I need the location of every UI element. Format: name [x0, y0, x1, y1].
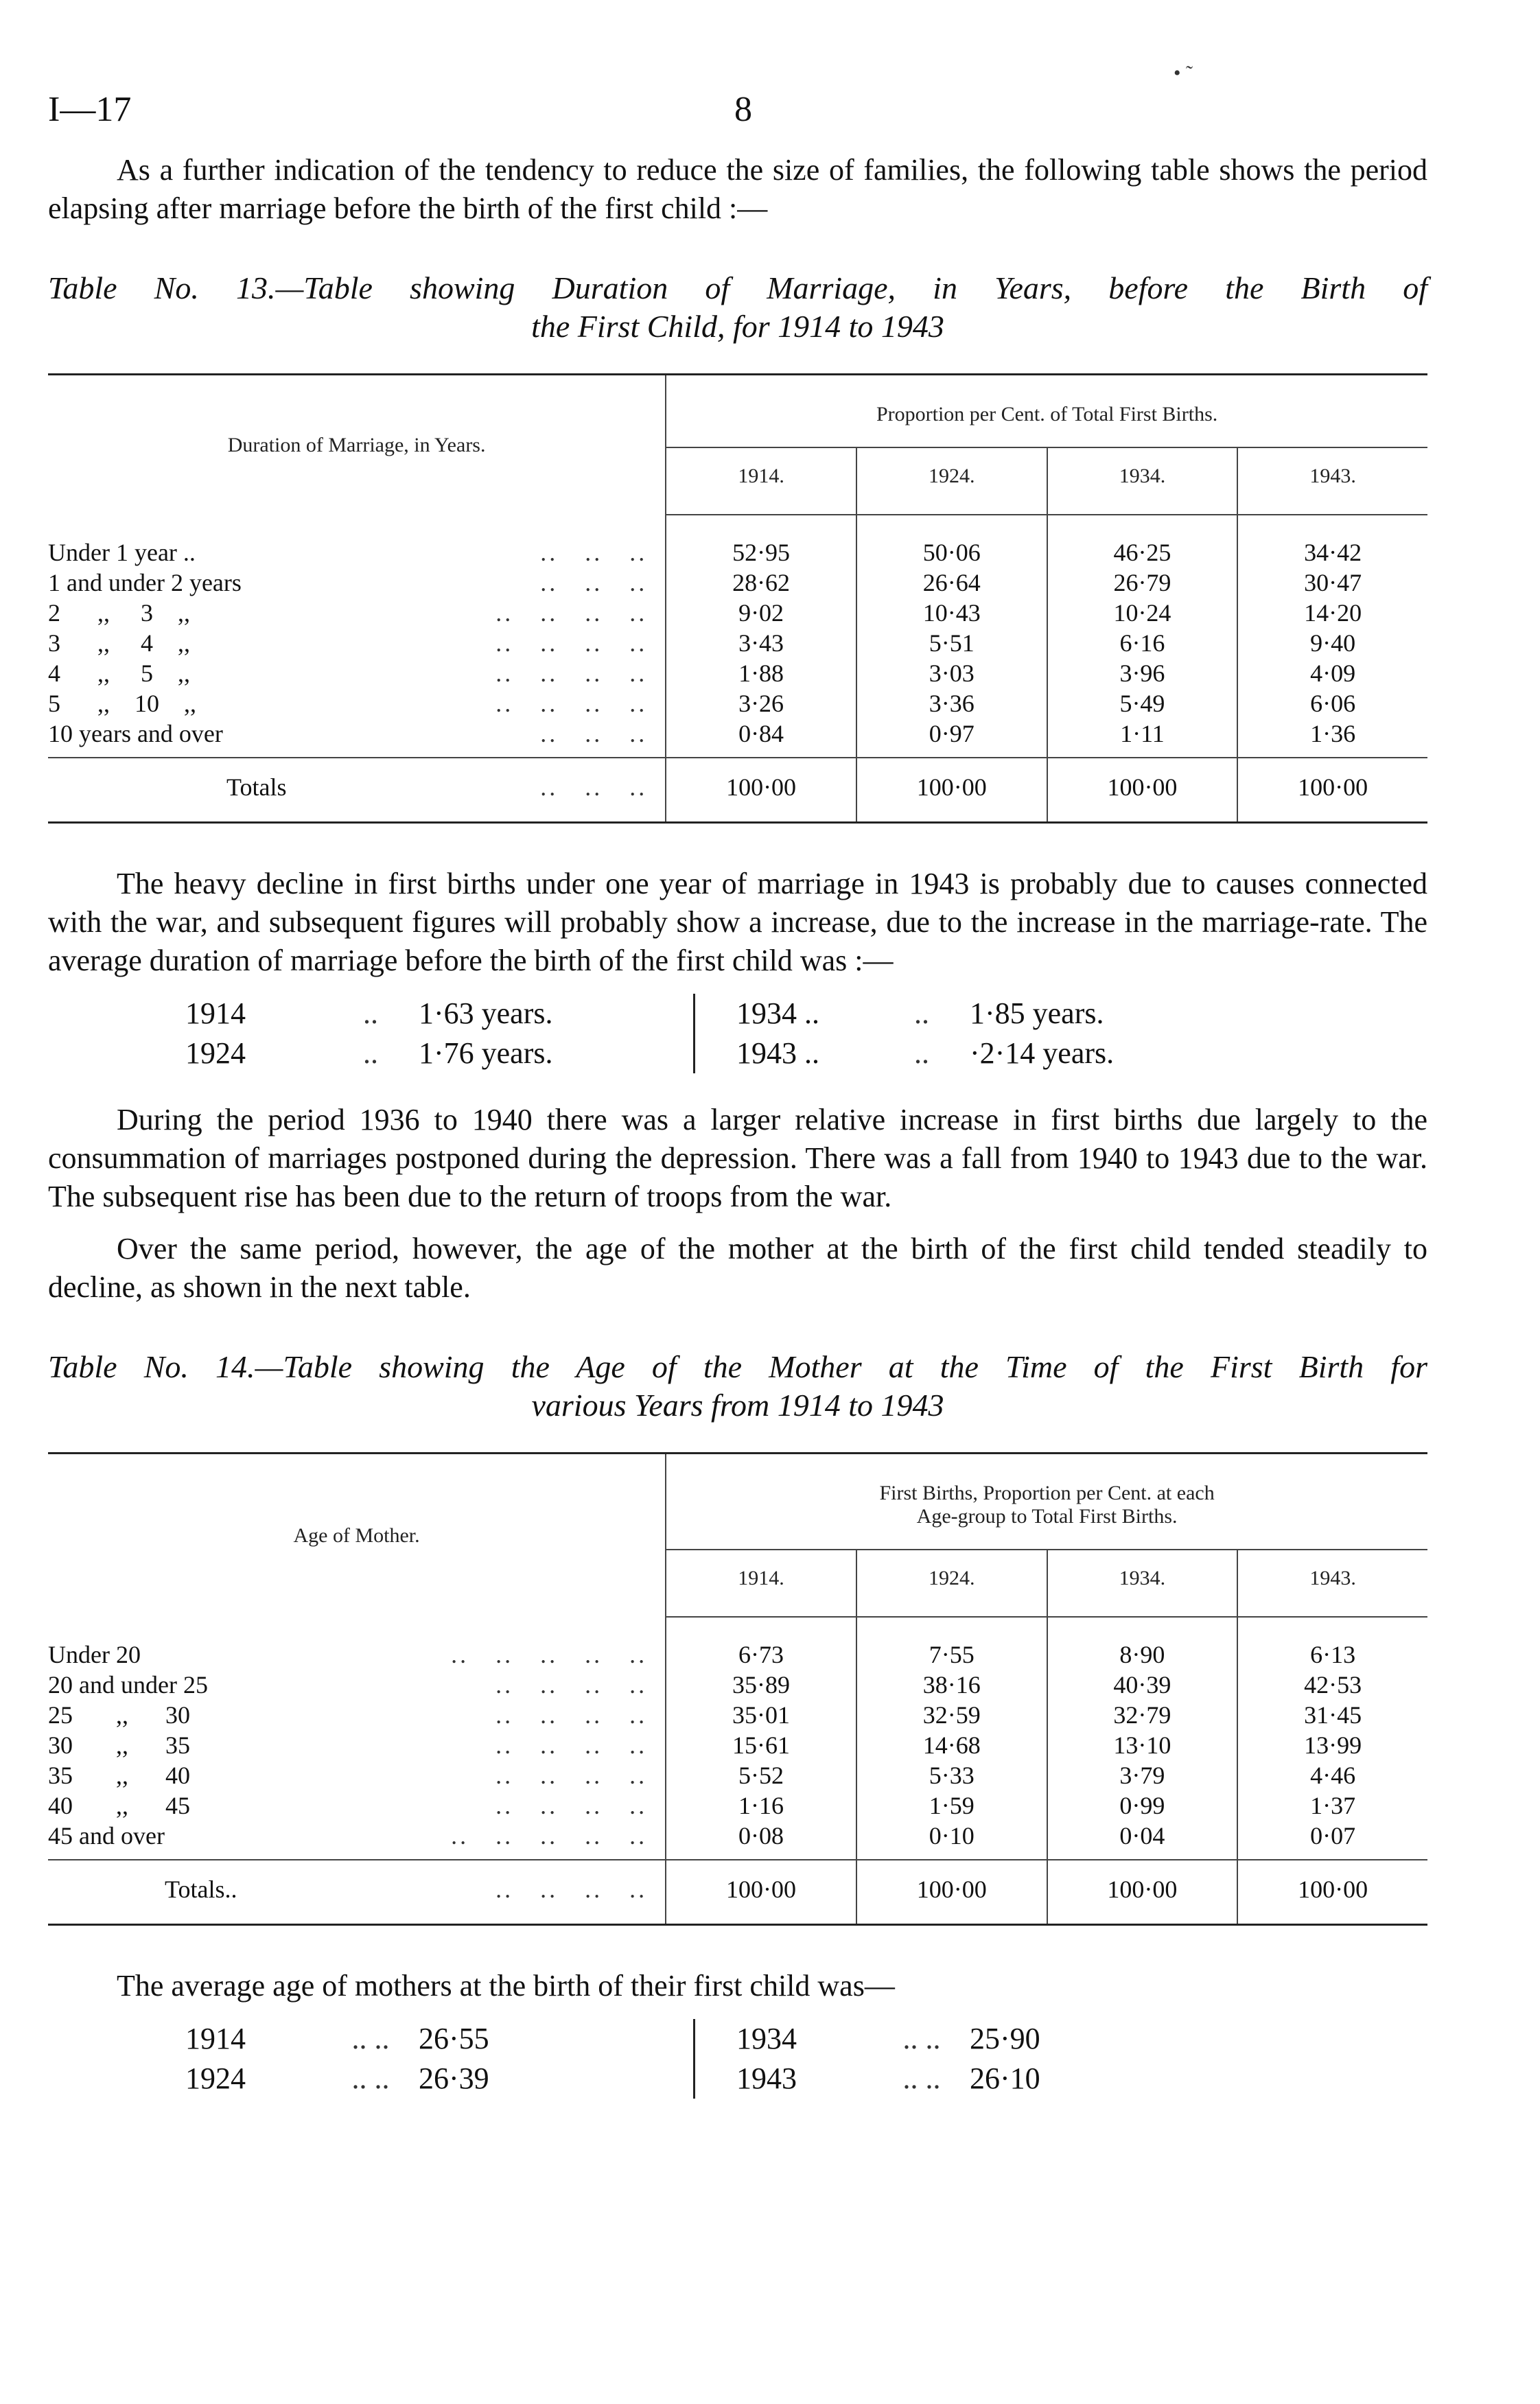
table-row: 3 ,, 4 ,, .. .. .. .. 3·43 5·51 6·16 9·40 [48, 628, 1427, 658]
table-cell: 13·99 [1304, 1731, 1362, 1759]
table14-span-header: First Births, Proportion per Cent. at each Age-group to Total First Births. [666, 1454, 1427, 1550]
table-cell: 3·36 [856, 688, 1047, 719]
table-cell: 0·99 [1047, 1790, 1238, 1821]
table-row: 40 ,, 45 .. .. .. .. 1·16 1·59 0·99 1·37 [48, 1790, 1427, 1821]
row-label: Under 20 [48, 1640, 141, 1668]
table-cell: 7·55 [856, 1617, 1047, 1670]
table-cell: 32·59 [856, 1700, 1047, 1730]
table14-year-header: 1924. [856, 1550, 1047, 1617]
table-cell: 1·37 [1310, 1792, 1356, 1819]
table-cell: 1·59 [856, 1790, 1047, 1821]
table-row: 20 and under 25 .. .. .. .. 35·89 38·16 40·39 42·53 [48, 1670, 1427, 1700]
table-cell: 0·84 [666, 719, 856, 758]
table13-caption-line1: Table No. 13.—Table showing Duration of Marriage, in Years, before the Birth of [48, 270, 1427, 305]
table13-year-header: 1914. [666, 447, 856, 515]
average-item: 1943 .. .. 26·10 [736, 2062, 1040, 2095]
table-cell: 26·79 [1047, 568, 1238, 598]
totals-label: Totals [226, 773, 287, 801]
table-cell: 28·62 [666, 568, 856, 598]
row-label: 5 ,, 10 ,, [48, 690, 196, 717]
totals-row: Totals.. .. .. .. .. 100·00 100·00 100·00 100·00 [48, 1860, 1427, 1925]
table-cell: 6·06 [1310, 690, 1356, 717]
table-cell: 0·08 [666, 1821, 856, 1860]
table-cell: 3·96 [1047, 658, 1238, 688]
table-cell: 10·24 [1047, 598, 1238, 628]
table-cell: 1·36 [1310, 720, 1356, 747]
table-row: 25 ,, 30 .. .. .. .. 35·01 32·59 32·79 31·45 [48, 1700, 1427, 1730]
average-item: 1934 .. .. 1·85 years. [736, 996, 1104, 1030]
totals-row: Totals .. .. .. 100·00 100·00 100·00 100·00 [48, 758, 1427, 823]
row-label: 25 ,, 30 [48, 1701, 190, 1729]
table-cell: 1·88 [666, 658, 856, 688]
table-cell: 3·03 [856, 658, 1047, 688]
table14-caption [48, 1348, 1427, 1425]
table-cell: 5·49 [1047, 688, 1238, 719]
table14-year-header: 1943. [1237, 1550, 1427, 1617]
paragraph-war-decline: The heavy decline in first births under one year of marriage in 1943 is probably due to causes connected with the war, and subsequent figures will probably show a increase, due to the increase in the marriage-rate. The average duration of marriage before the birth of the first child was :— [48, 867, 1427, 977]
total-cell: 100·00 [1237, 1860, 1427, 1925]
page-header [48, 62, 1427, 151]
table-row: 4 ,, 5 ,, .. .. .. .. 1·88 3·03 3·96 4·09 [48, 658, 1427, 688]
table-cell: 0·04 [1047, 1821, 1238, 1860]
table-row: 2 ,, 3 ,, .. .. .. .. 9·02 10·43 10·24 14·20 [48, 598, 1427, 628]
total-cell: 100·00 [1237, 758, 1427, 823]
table-cell: 4·46 [1310, 1762, 1356, 1789]
table13-caption-line2: the First Child, for 1914 to 1943 [531, 309, 944, 344]
table-cell: 35·89 [666, 1670, 856, 1700]
table-cell: 6·73 [666, 1617, 856, 1670]
paragraph-depression: During the period 1936 to 1940 there was a larger relative increase in first births due largely to the consummation of marriages postponed during the depression. There was a fall from 1940 to 1943 due to the war. The subsequent rise has been due to the return of troops from the war. [48, 1103, 1427, 1213]
column-divider [693, 2019, 695, 2099]
table-row: 45 and over .. .. .. .. .. 0·08 0·10 0·04 0·07 [48, 1821, 1427, 1860]
table-cell: 3·79 [1047, 1760, 1238, 1790]
document-reference: I—17 [48, 90, 132, 129]
table-cell: 10·43 [856, 598, 1047, 628]
table-cell: 50·06 [856, 515, 1047, 568]
table13-year-header: 1924. [856, 447, 1047, 515]
table13-caption [48, 269, 1427, 346]
page-number: 8 [734, 90, 752, 129]
table-row: Under 1 year .. .. .. .. 52·95 50·06 46·25 34·42 [48, 515, 1427, 568]
table-cell: 34·42 [1304, 539, 1362, 566]
row-label: 4 ,, 5 ,, [48, 660, 190, 687]
table-cell: 6·13 [1310, 1641, 1356, 1668]
intro-paragraph: As a further indication of the tendency to reduce the size of families, the following table shows the period elapsing after marriage before the birth of the first child :— [48, 153, 1427, 225]
average-item: 1924 .. 1·76 years. [185, 1036, 553, 1070]
table-cell: 15·61 [666, 1730, 856, 1760]
table-cell: 3·26 [666, 688, 856, 719]
row-label: Under 1 year .. [48, 538, 196, 566]
total-cell: 100·00 [856, 758, 1047, 823]
average-item: 1943 .. .. ·2·14 years. [736, 1036, 1115, 1070]
average-item: 1914 .. .. 26·55 [185, 2022, 489, 2055]
table-row: 1 and under 2 years .. .. .. 28·62 26·64 26·79 30·47 [48, 568, 1427, 598]
total-cell: 100·00 [1047, 1860, 1238, 1925]
table-cell: 5·33 [856, 1760, 1047, 1790]
table-cell: 42·53 [1304, 1671, 1362, 1699]
average-item: 1924 .. .. 26·39 [185, 2062, 489, 2095]
table-cell: 30·47 [1304, 569, 1362, 596]
table-cell: 14·20 [1304, 599, 1362, 627]
table13 [48, 373, 1427, 824]
table-cell: 46·25 [1047, 515, 1238, 568]
paragraph-age-decline: Over the same period, however, the age of the mother at the birth of the first child tended steadily to decline, as shown in the next table. [48, 1232, 1427, 1304]
table-row: 10 years and over .. .. .. 0·84 0·97 1·11 1·36 [48, 719, 1427, 758]
table-cell: 6·16 [1047, 628, 1238, 658]
table14 [48, 1452, 1427, 1926]
table-cell: 26·64 [856, 568, 1047, 598]
table-row: Under 20 .. .. .. .. .. 6·73 7·55 8·90 6·13 [48, 1617, 1427, 1670]
table14-year-header: 1934. [1047, 1550, 1238, 1617]
table13-stub-header: Duration of Marriage, in Years. [48, 375, 666, 515]
row-label: 3 ,, 4 ,, [48, 629, 190, 657]
table-row: 30 ,, 35 .. .. .. .. 15·61 14·68 13·10 13·99 [48, 1730, 1427, 1760]
table14-stub-header: Age of Mother. [48, 1454, 666, 1618]
row-label: 10 years and over [48, 720, 223, 747]
table-cell: 8·90 [1047, 1617, 1238, 1670]
table14-caption-line2: various Years from 1914 to 1943 [531, 1388, 944, 1423]
table-cell: 1·16 [666, 1790, 856, 1821]
table-row: 35 ,, 40 .. .. .. .. 5·52 5·33 3·79 4·46 [48, 1760, 1427, 1790]
total-cell: 100·00 [666, 758, 856, 823]
total-cell: 100·00 [1047, 758, 1238, 823]
table-cell: 0·07 [1310, 1822, 1356, 1849]
corner-mark: • ˜ [1174, 62, 1193, 84]
row-label: 2 ,, 3 ,, [48, 599, 190, 627]
table-row: 5 ,, 10 ,, .. .. .. .. 3·26 3·36 5·49 6·06 [48, 688, 1427, 719]
row-label: 30 ,, 35 [48, 1731, 190, 1759]
average-duration-list [48, 994, 1427, 1073]
document-page [48, 62, 1427, 2126]
table-cell: 52·95 [666, 515, 856, 568]
table-cell: 38·16 [856, 1670, 1047, 1700]
table13-year-header: 1934. [1047, 447, 1238, 515]
average-age-list [48, 2019, 1427, 2099]
table-cell: 14·68 [856, 1730, 1047, 1760]
row-label: 20 and under 25 [48, 1671, 208, 1699]
table-cell: 9·02 [666, 598, 856, 628]
table13-year-header: 1943. [1237, 447, 1427, 515]
table-cell: 40·39 [1047, 1670, 1238, 1700]
totals-label: Totals.. [165, 1876, 237, 1903]
table-cell: 9·40 [1310, 629, 1356, 657]
table-cell: 1·11 [1047, 719, 1238, 758]
table-cell: 4·09 [1310, 660, 1356, 687]
table-cell: 0·97 [856, 719, 1047, 758]
table13-span-header: Proportion per Cent. of Total First Births. [666, 375, 1427, 448]
total-cell: 100·00 [856, 1860, 1047, 1925]
table-cell: 3·43 [666, 628, 856, 658]
column-divider [693, 994, 695, 1073]
paragraph-average-age: The average age of mothers at the birth of their first child was— [117, 1969, 895, 2003]
row-label: 40 ,, 45 [48, 1792, 190, 1819]
table-cell: 32·79 [1047, 1700, 1238, 1730]
total-cell: 100·00 [666, 1860, 856, 1925]
table14-caption-line1: Table No. 14.—Table showing the Age of the Mother at the Time of the First Birth for [48, 1349, 1427, 1384]
table14-year-header: 1914. [666, 1550, 856, 1617]
table-cell: 0·10 [856, 1821, 1047, 1860]
table-cell: 5·52 [666, 1760, 856, 1790]
table-cell: 13·10 [1047, 1730, 1238, 1760]
table-cell: 5·51 [856, 628, 1047, 658]
average-item: 1934 .. .. 25·90 [736, 2022, 1040, 2055]
average-item: 1914 .. 1·63 years. [185, 996, 553, 1030]
row-label: 1 and under 2 years [48, 569, 242, 596]
table-cell: 35·01 [666, 1700, 856, 1730]
row-label: 45 and over [48, 1822, 165, 1849]
row-label: 35 ,, 40 [48, 1762, 190, 1789]
table-cell: 31·45 [1304, 1701, 1362, 1729]
